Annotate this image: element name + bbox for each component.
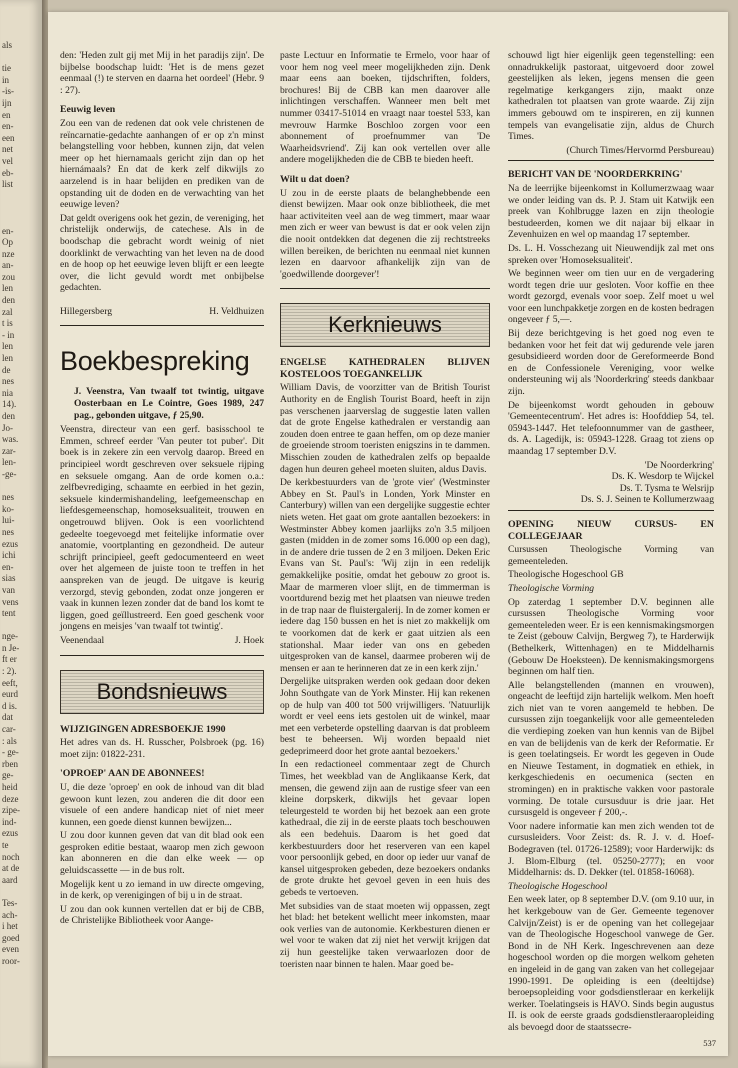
- paragraph: U, die deze 'oproep' en ook de inhoud van dit blad gewoon kunt lezen, zou anderen die dit door een visuele of een andere handicap niet of niet meer kunnen, een goede dienst kunnen bewijzen...: [60, 781, 264, 828]
- divider: [508, 510, 714, 511]
- signature-place: Veenendaal: [60, 634, 105, 646]
- paragraph: U zou dan ook kunnen vertellen dat er bij de CBB, de Christelijke Bibliotheek voor Aange-: [60, 903, 264, 927]
- signature-line: Ds. K. Wesdorp te Wijckel: [611, 471, 714, 483]
- banner-title: Bondsnieuws: [96, 678, 228, 704]
- paragraph: Dergelijke uitspraken werden ook gedaan door deken John Southgate van de York Minster. Hij kan rekenen op de hulp van 400 tot 500 vrijwilligers. 'Natuurlijk wordt er veel eens iets gestolen uit de winkel, maar met een verbeterde opstelling daarvan is dat probleem best te beheersen. Wij worden bepaald niet gedeprimeerd door het grote aantal bezoekers.': [280, 676, 490, 757]
- article-heading-noorderkring: BERICHT VAN DE 'NOORDERKRING': [508, 169, 683, 181]
- paragraph: Bij deze berichtgeving is het goed nog even te bedanken voor het feit dat wij gedurende vele jaren gesubsidieerd worden door de Gereformeerde Bond en de Confessionele Vereniging, voor welke ondersteuning wij als 'Noorderkring' steeds dankbaar zijn.: [508, 328, 714, 398]
- paragraph: We beginnen weer om tien uur en de vergadering wordt tegen drie uur gesloten. Voor koffie en thee wordt gezorgd, evenals voor soep. Zelf moet u wel voor een lunchpakketje zorgen en de kosten bedragen ongeveer ƒ 5,—.: [508, 268, 714, 326]
- section-heading-wilt-u: Wilt u dat doen?: [280, 173, 350, 185]
- source-credit: (Church Times/Hervormd Persbureau): [566, 144, 714, 156]
- book-reference: J. Veenstra, Van twaalf tot twintig, uitgave Oosterbaan en Le Cointre, Goes 1989, 247 pag., gebonden uitgave, ƒ 25,90.: [74, 386, 264, 421]
- review-text: Veenstra, directeur van een gerf. basisschool te Emmen, schreef eerder 'Van peuter tot puber'. Dit boek is in zekere zin een vervolg daarop. Breed en principieel wordt geschreven over seksuele rijping en seksuele omgang. Aan de orde komen o.a.: zelfbevrediging, schaamte en eerbied in het gezin, seksuele kindermishandeling, leefgemeenschap en liefdesgemeenschap, homoseksualiteit, trouwen en ongetrouwd blijven. Ook is een voorlichtend gedeelte toegevoegd met feitelijke informatie over anatomie, voortplanting en gezondheid. De auteur schrijft principieel, geeft gedocumenteerd en weet over het algemeen de juiste toon te treffen in het aanspreken van de jeugd. De uitgave is keurig verzorgd, stevig gebonden, zodat onze jongeren er vaak in kunnen lezen zonder dat de band los komt te liggen, goed geïllustreerd. Een goed geschenk voor jongens en meisjes 'van twaalf tot twintig'.: [60, 424, 264, 633]
- paragraph: Ds. L. H. Vosschezang uit Nieuwendijk zal met ons spreken over 'Homoseksualiteit'.: [508, 242, 714, 266]
- section-title-boekbespreking: Boekbespreking: [60, 346, 250, 377]
- paragraph: schouwd ligt hier eigenlijk geen tegenstelling: een onnadrukkelijk pastoraat, uitgevoerd door zowel geestelijken als leken, jegens mensen die geen regelmatige kerkgangers zijn, maakt onze kathedralen tot plaatsen van grote waarde. Zij zijn immers gebouwd om te inspireren, en zij kunnen tempels van evangelisatie zijn, aldus de Church Times.: [508, 50, 714, 143]
- divider: [508, 160, 714, 161]
- paragraph: William Davis, de voorzitter van de British Tourist Authority en de English Tourist Board, heeft in zijn pas verschenen jaarverslag de suggestie laten vallen dat de grote Engelse kathedralen er verstandig aan zouden doen entree te gaan heffen, om op deze manier de groeiende stroom toeristen enigszins in te dammen. Misschien zouden de kathedralen zelfs op bepaalde dagen hun deuren geheel moeten sluiten, aldus Davis.: [280, 382, 490, 475]
- author-signature: [60, 306, 264, 318]
- signature-place: Hillegersberg: [60, 305, 113, 317]
- article-heading-opening: OPENING NIEUW CURSUS- EN COLLEGEJAAR: [508, 518, 714, 542]
- review-signature: [60, 635, 264, 647]
- paragraph: Het adres van ds. H. Russcher, Polsbroek (pg. 16) moet zijn: 01822-231.: [60, 737, 264, 760]
- paragraph: Een week later, op 8 september D.V. (om 9.10 uur, in het kerkgebouw van de Ger. Gemeente tegenover Calvijn/Zeist) is er de opening van het collegejaar van de Theologische Hogeschool vanwege de Ger. Bond in de NH Kerk. Ingeschrevenen aan deze hogeschool worden op die morgen welkom geheten en ingeleid in de gang van zaken van het collegejaar 1990-1991. De opleiding is een (deeltijdse) beroepsopleiding voor godsdienstleraar en kerkelijk werker. Toelatingseis is HAVO. Sinds begin augustus II. is ook de eerste graads godsdienstleraaropleiding als bevoegd door de staatssecre-: [508, 894, 714, 1033]
- paragraph: Dat geldt overigens ook het gezin, de vereniging, het christelijk onderwijs, de catechese. Als in de boodschap die gebracht wordt weinig of niet doorklinkt de verwachting van het leven na de dood en de hoop op het eeuwige leven blijft er een leegte over, die licht gevuld wordt met onbijbelse gedachten.: [60, 212, 264, 294]
- paragraph: Mogelijk kent u zo iemand in uw directe omgeving, in de kerk, op verenigingen of bij u in de straat.: [60, 878, 264, 902]
- previous-page-fragment: [0, 0, 42, 1068]
- section-banner-kerknieuws: [280, 303, 490, 347]
- divider: [280, 288, 490, 289]
- signature-line: Ds. T. Tysma te Welsrijp: [619, 482, 714, 494]
- subheading: Theologische Hogeschool: [508, 880, 608, 892]
- paragraph: Theologische Hogeschool GB: [508, 569, 624, 581]
- signature-name: J. Hoek: [234, 634, 264, 646]
- subheading: Theologische Vorming: [508, 582, 595, 594]
- signature-line: Ds. S. J. Seinen te Kollumerzwaag: [580, 494, 714, 506]
- paragraph: Na de leerrijke bijeenkomst in Kollumerzwaag waar we onder leiding van ds. P. J. Stam uit Katwijk een preek van Kohlbrugge lazen en zijn theologie bestudeerden, komen we dit najaar bij elkaar in Zevenhuizen en wel op maandag 17 september.: [508, 182, 714, 241]
- intro-paragraph: den: 'Heden zult gij met Mij in het paradijs zijn'. De bijbelse boodschap luidt: 'Het is de mens gezet eenmaal (!) te sterven en daarna het oordeel' (Hebr. 9 : 27).: [60, 50, 264, 96]
- paragraph: In een redactioneel commentaar zegt de Church Times, het weekblad van de Anglikaanse Kerk, dat mensen, die gewend zijn aan de rustige sfeer van een kleine dorpskerk, dikwijls het gevaar lopen teleurgesteld te worden bij het bezoek aan een grote kathedraal, die zij in de eerste plaats toch beschouwen als een bedehuis. Daarom is het goed dat kerkbestuurders door het reserveren van een kapel voor persoonlijk gebed, en door op ieder uur vanaf de kansel uitgesproken gebeden, deze bezoekers ondanks de grote drukte het gevoel geven in een huis des gebeds te vertoeven.: [280, 759, 490, 898]
- paragraph: Op zaterdag 1 september D.V. beginnen alle cursussen Theologische Vorming voor gemeenteleden weer. Er is een kennismakingsmorgen te Zeist (gebouw Calvijn, Bergweg 7), te Harderwijk (Bethelkerk, Wittenhagen) en te Middelharnis (Gebouw De Hoeksteen). De kennismakingsmorgens beginnen om half tien.: [508, 596, 714, 678]
- paragraph: De bijeenkomst wordt gehouden in gebouw 'Gemeentecentrum'. Het adres is: Hoofddiep 54, tel. 05943-1447. Het telefoonnummer van de gastheer, ds. A. Lagedijk, is: 05943-1228. Graag tot ziens op maandag 17 september D.V.: [508, 399, 714, 457]
- section-banner-bondsnieuws: [60, 670, 264, 714]
- paragraph: U zou door kunnen geven dat van dit blad ook een gesproken editie bestaat, waarop men zich gewoon kan abonneren en die dan elke week — op geluidscassette — in de bus rolt.: [60, 830, 264, 877]
- column-2: [280, 50, 490, 972]
- paragraph: Cursussen Theologische Vorming van gemeenteleden.: [508, 544, 714, 567]
- paragraph: paste Lectuur en Informatie te Ermelo, voor haar of voor hem nog veel meer mogelijkheden zijn. Denk maar eens aan boeken, tijdschriften, folders, brochures! Bij de CBB kan men daarover alle inlichtingen verschaffen. Wanneer men belt met nummer 03417-51014 en vraagt naar toestel 533, kan mevrouw Harmke Boschloo zorgen voor een abonnement of proefnummer van 'De Waarheidsvriend'. Zij kan ook vertellen over alle andere mogelijkheden die de CBB te bieden heeft.: [280, 50, 490, 166]
- magazine-page: [48, 12, 728, 1056]
- divider: [60, 325, 264, 326]
- signature-line: 'De Noorderkring': [644, 459, 714, 471]
- column-1: [60, 50, 264, 929]
- page-number: 537: [703, 1038, 716, 1048]
- paragraph: Zou een van de redenen dat ook vele christenen de reïncarnatie-gedachte aanhangen of er op z'n minst belangstelling voor hebben, kunnen zijn, dat velen meer op het hiernamaals gericht zijn dan op het hiernámaals? En dat de kerk zelf dikwijls zo aarzelend is in haar belijden en prediken van de opstanding uit de doden en de verwachting van het eeuwige leven?: [60, 117, 264, 211]
- divider: [60, 655, 264, 656]
- paragraph: Met subsidies van de staat moeten wij oppassen, zegt het blad: het betekent wellicht meer inkomsten, maar ook verlies van de autonomie. Kerkbesturen dienen er wel voor te waken dat zij niet het verwijt krijgen dat zij hun geestelijke taken verwaarlozen door de toeristen naar binnen te halen. Maar goed be-: [280, 900, 490, 970]
- paragraph: De kerkbestuurders van de 'grote vier' (Westminster Abbey en St. Paul's in Londen, York Minster en Canterbury) willen van een dergelijke suggestie echter niets weten. Het gaat om grote aantallen bezoekers: in Westminster Abbey komen jaarlijks zo'n 3.5 miljoen gasten (midden in de zomer soms 16.000 op een dag), in de andere drie tussen de 2 en 3 miljoen. Deken Eric Evans van St. Paul's: 'Wij zijn in een redelijk gemakkelijke positie, omdat het gebouw zo groot is. Maar de marmeren vloer slijt, en de timmerman is voortdurend bezig met het plaatsen van nieuwe treden in de trap naar de fluistergalerij. In de zomer komen er iedere dag 150 bussen en het is niet zo makkelijk om te voorkomen dat de kerk er gaat uitzien als een stationshal. Maar ieder van ons en gebeden uitgesproken van de kansel, daarmee proberen wij de mensen er aan te herinneren dat ze in een kerk zijn.': [280, 477, 490, 674]
- paragraph: U zou in de eerste plaats de belanghebbende een dienst bewijzen. Maar ook onze bibliotheek, die met haar activiteiten veel aan de weg timmert, maar waar men zich er weer van bewust is dat er ook velen zijn die nooit ontdekken dat degenen die zij rechtstreeks willen bereiken, de berichten nu eenmaal niet kunnen lezen en daarvoor afhankelijk zijn van de 'goedwillende doorgever'!: [280, 187, 490, 280]
- section-heading-adresboekje: WIJZIGINGEN ADRESBOEKJE 1990: [60, 723, 226, 735]
- signature-name: H. Veldhuizen: [209, 305, 264, 317]
- paragraph: Voor nadere informatie kan men zich wenden tot de cursusleiders. Voor Zeist: ds. R. J. v. d. Hoef-Bodegraven (tel. 01726-12589); voor Harderwijk: ds J. Blom-Elburg (tel. 05250-2777); en voor Middelharnis: ds. D. Dekker (tel. 01858-16068).: [508, 820, 714, 879]
- previous-page-text: als tie in -is- ijn en en- een net vel eb- list en- Op nze an- zou len den zal t is - in len len de nes nia 14). den Jo- was. zar- len- -ge- nes ko- lui- nes ezus ichi en- sias van vens tent nge- n Je- ft er : 2). eeft, eurd d is. dat car- : als - ge- rben ge- heid deze zipe- ind- ezus te noch at de aard Tes- ach- i het goed even roor-: [2, 40, 20, 966]
- article-heading-kathedralen: ENGELSE KATHEDRALEN BLIJVEN KOSTELOOS TOEGANKELIJK: [280, 357, 490, 380]
- column-3: [508, 50, 714, 1036]
- paragraph: Alle belangstellenden (mannen en vrouwen), ongeacht de leeftijd zijn hartelijk welkom. Men hoeft zich niet van te voren aangemeld te hebben. De cursussen zijn toegankelijk voor alle gemeenteleden die verdieping zoeken van hun kennis van de Bijbel en van de belijdenis van de kerk der Reformatie. Er is geen toelatingseis. Er wordt les gegeven in Oude en Nieuwe Testament, in dogmatiek en ethiek, in kerkgeschiedenis en oecumenica (secten en stromingen) en in praktische vakken voor pastorale vorming. De totale cursusduur is drie jaar. Het cursusgeld is ongeveer ƒ 200,-.: [508, 679, 714, 819]
- section-heading-eeuwig-leven: Eeuwig leven: [60, 104, 116, 116]
- banner-title: Kerknieuws: [328, 312, 442, 338]
- section-heading-oproep: 'OPROEP' AAN DE ABONNEES!: [60, 768, 205, 780]
